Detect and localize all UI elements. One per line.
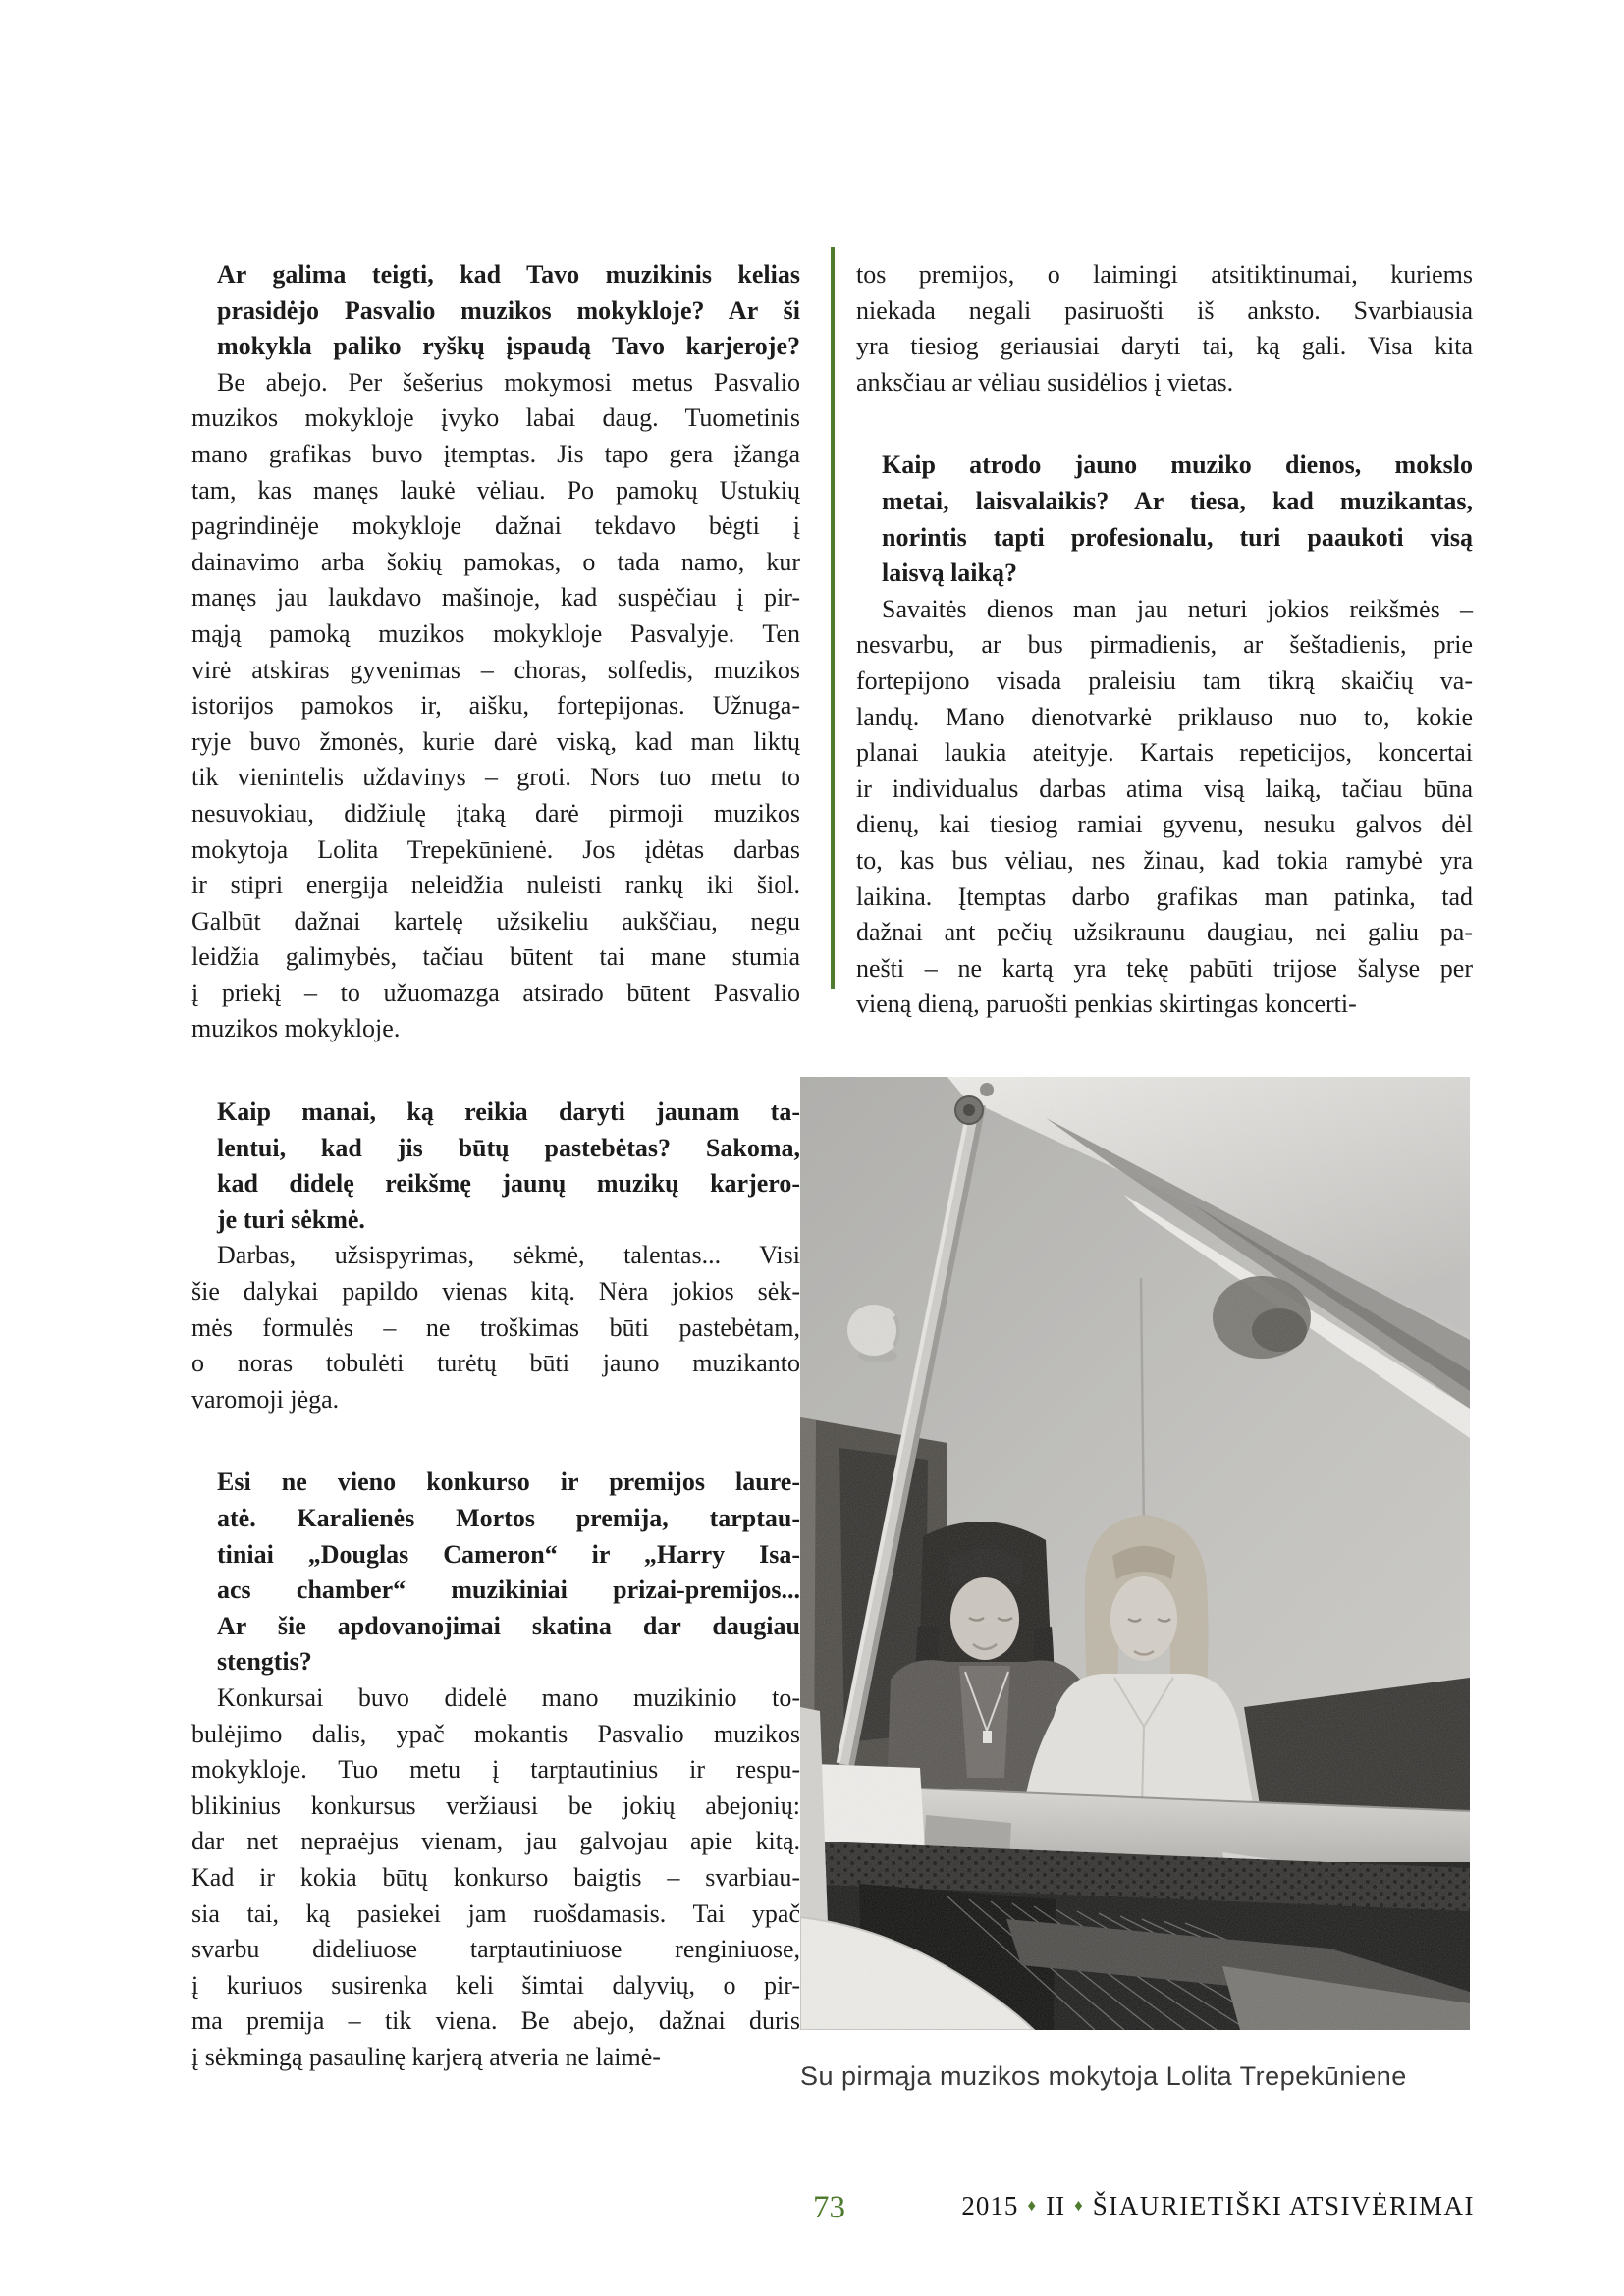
right-text-column xyxy=(856,257,1473,1023)
diamond-icon: ♦ xyxy=(1027,2196,1038,2215)
text-line: Galbūt dažnai kartelę užsikeliu aukščiau, negu xyxy=(191,906,800,935)
text-line: ma premija – tik viena. Be abejo, dažnai duris xyxy=(191,2006,800,2036)
text-line: Ar šie apdovanojimai skatina dar daugiau xyxy=(217,1611,800,1640)
text-line: mės formulės – ne troškimas būti pastebėtam, xyxy=(191,1312,800,1342)
footer-issue: II xyxy=(1046,2191,1066,2220)
text-line: Ar galima teigti, kad Tavo muzikinis kelias xyxy=(217,260,800,289)
text-line: leidžia galimybės, tačiau būtent tai mane stumia xyxy=(191,942,800,972)
text-line: Kaip atrodo jauno muziko dienos, mokslo xyxy=(882,451,1473,480)
text-line: ir stipri energija neleidžia nuleisti rankų iki šiol. xyxy=(191,871,800,900)
text-line: Darbas, užsispyrimas, sėkmė, talentas... Visi xyxy=(217,1241,800,1270)
text-line: muzikos mokykloje. xyxy=(191,1014,401,1043)
text-line: ir individualus darbas atima visą laiką, tačiau būna xyxy=(856,774,1473,803)
text-line: mokytoja Lolita Trepekūnienė. Jos įdėtas darbas xyxy=(191,834,800,864)
text-line: laikina. Įtemptas darbo grafikas man patinka, tad xyxy=(856,881,1473,911)
page-number: 73 xyxy=(813,2190,845,2225)
text-line: dar net nepraėjus vienam, jau galvojau apie kitą. xyxy=(191,1827,800,1856)
text-line: manęs jau laukdavo mašinoje, kad suspėčiau į pir- xyxy=(191,583,800,613)
text-line: Kad ir kokia būtų konkurso baigtis – svarbiau- xyxy=(191,1862,800,1892)
text-line: planai laukia ateityje. Kartais repeticijos, koncertai xyxy=(856,738,1473,768)
question-heading xyxy=(217,1095,800,1238)
text-line: atė. Karalienės Mortos premija, tarptau- xyxy=(217,1504,800,1532)
text-line: tik vienintelis uždavinys – groti. Nors tuo metu to xyxy=(191,763,800,792)
paragraph xyxy=(856,592,1473,1023)
interview-photo xyxy=(800,1077,1470,2030)
question-heading xyxy=(217,1465,800,1681)
text-line: mąją pamoką muzikos mokykloje Pasvalyje. Ten xyxy=(191,618,800,648)
footer-journal-line xyxy=(961,2191,1475,2221)
text-line: tam, kas manęs laukė vėliau. Po pamokų Ustukių xyxy=(191,475,800,505)
paragraph xyxy=(191,1238,800,1417)
text-line: Savaitės dienos man jau neturi jokios reikšmės – xyxy=(882,594,1473,623)
text-line: blikinius konkursus veržiausi be jokių abejonių: xyxy=(191,1790,800,1820)
text-line: nešti – ne kartą yra tekę pabūti trijose šalyse per xyxy=(856,953,1473,983)
text-line: šie dalykai papildo vienas kitą. Nėra jokios sėk- xyxy=(191,1277,800,1307)
text-line: prasidėjo Pasvalio muzikos mokykloje? Ar ši xyxy=(217,295,800,325)
text-line: svarbu dideliuose tarptautiniuose renginiuose, xyxy=(191,1935,800,1964)
text-line: je turi sėkmė. xyxy=(217,1204,365,1234)
text-line: o noras tobulėti turėtų būti jauno muzikanto xyxy=(191,1349,800,1378)
text-line: virė atskiras gyvenimas – choras, solfedis, muzikos xyxy=(191,655,800,684)
text-line: bulėjimo dalis, ypač mokantis Pasvalio muzikos xyxy=(191,1719,800,1748)
text-line: sia tai, ką pasiekei jam ruošdamasis. Tai ypač xyxy=(191,1898,800,1928)
text-line: stengtis? xyxy=(217,1647,312,1677)
text-line: Kaip manai, ką reikia daryti jaunam ta- xyxy=(217,1097,800,1127)
photo-grain-overlay xyxy=(800,1077,1470,2030)
text-line: Be abejo. Per šešerius mokymosi metus Pasvalio xyxy=(217,367,800,397)
text-line: niekada negali pasiruošti iš anksto. Svarbiausia xyxy=(856,295,1473,325)
text-line: fortepijono visada praleisiu tam tikrą skaičių va- xyxy=(856,666,1473,695)
text-line: landų. Mano dienotvarkė priklauso nuo to, kokie xyxy=(856,702,1473,731)
left-text-column xyxy=(191,257,800,2076)
text-line: mokykla paliko ryškų įspaudą Tavo karjeroje? xyxy=(217,332,800,361)
text-line: į sėkmingą pasaulinę karjerą atveria ne laimė- xyxy=(191,2042,661,2071)
text-line: ryje buvo žmonės, kurie darė viską, kad man liktų xyxy=(191,726,800,756)
text-line: nesvarbu, ar bus pirmadienis, ar šeštadienis, prie xyxy=(856,630,1473,660)
paragraph xyxy=(191,365,800,1047)
text-line: mano grafikas buvo įtemptas. Jis tapo gera įžanga xyxy=(191,439,800,468)
text-line: vieną dieną, paruošti penkias skirtingas koncerti- xyxy=(856,989,1357,1019)
text-line: į kuriuos susirenka keli šimtai dalyvių, o pir- xyxy=(191,1970,800,2000)
text-line: tos premijos, o laimingi atsitiktinumai, kuriems xyxy=(856,260,1473,289)
diamond-icon: ♦ xyxy=(1074,2196,1084,2215)
text-line: varomoji jėga. xyxy=(191,1384,340,1414)
text-line: muzikos mokykloje įvyko labai daug. Tuometinis xyxy=(191,403,800,433)
text-line: anksčiau ar vėliau susidėlios į vietas. xyxy=(856,367,1234,397)
text-line: Konkursai buvo didelė mano muzikinio to- xyxy=(217,1682,800,1712)
question-heading xyxy=(217,257,800,365)
footer-year: 2015 xyxy=(961,2191,1019,2220)
paragraph xyxy=(191,1681,800,2076)
text-line: dainavimo arba šokių pamokas, o tada namo, kur xyxy=(191,547,800,576)
question-heading xyxy=(882,448,1473,591)
text-line: norintis tapti profesionalu, turi paaukoti visą xyxy=(882,522,1473,552)
footer-journal-title: ŠIAURIETIŠKI ATSIVĖRIMAI xyxy=(1092,2191,1475,2220)
text-line: yra tiesiog geriausiai daryti tai, ką gali. Visa kita xyxy=(856,332,1473,361)
text-line: metai, laisvalaikis? Ar tiesa, kad muzikantas, xyxy=(882,486,1473,515)
text-line: nesuvokiau, didžiulę įtaką darė pirmoji muzikos xyxy=(191,798,800,828)
text-line: istorijos pamokos ir, aišku, fortepijonas. Užnuga- xyxy=(191,691,800,721)
text-line: acs chamber“ muzikiniai prizai-premijos... xyxy=(217,1575,800,1605)
photo-caption: Su pirmąja muzikos mokytoja Lolita Trepekūniene xyxy=(800,2061,1407,2091)
column-divider-rule xyxy=(831,247,835,989)
text-line: Esi ne vieno konkurso ir premijos laure- xyxy=(217,1468,800,1497)
text-line: kad didelę reikšmę jaunų muzikų karjero- xyxy=(217,1169,800,1199)
text-line: į priekį – to užuomazga atsirado būtent Pasvalio xyxy=(191,978,800,1007)
text-line: dažnai ant pečių užsikraunu daugiau, nei galiu pa- xyxy=(856,918,1473,947)
text-line: to, kas bus vėliau, nes žinau, kad tokia ramybė yra xyxy=(856,845,1473,875)
text-line: tiniai „Douglas Cameron“ ir „Harry Isa- xyxy=(217,1539,800,1569)
text-line: dienų, kai tiesiog ramiai gyvenu, nesuku galvos dėl xyxy=(856,810,1473,839)
text-line: laisvą laiką? xyxy=(882,559,1017,588)
text-line: pagrindinėje mokykloje dažnai tekdavo bėgti į xyxy=(191,511,800,541)
text-line: mokykloje. Tuo metu į tarptautinius ir respu- xyxy=(191,1755,800,1785)
paragraph xyxy=(856,257,1473,400)
text-line: lentui, kad jis būtų pastebėtas? Sakoma, xyxy=(217,1133,800,1162)
